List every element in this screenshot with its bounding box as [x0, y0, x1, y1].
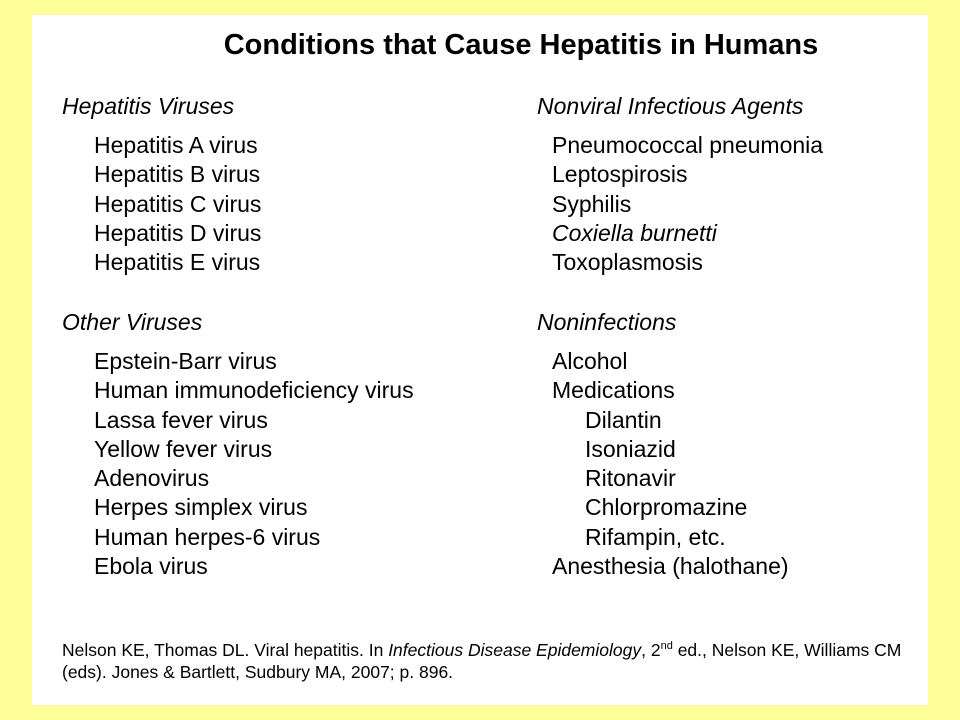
list-subitem: Ritonavir	[585, 465, 676, 492]
citation-text: , 2	[641, 640, 661, 660]
list-item: Hepatitis B virus	[94, 161, 261, 188]
list-item: Yellow fever virus	[94, 435, 273, 462]
list-item: Anesthesia (halothane)	[552, 553, 789, 580]
list-item: Adenovirus	[94, 465, 210, 492]
list-item: Lassa fever virus	[94, 406, 268, 433]
list-item: Hepatitis A virus	[94, 132, 258, 158]
citation-superscript: nd	[660, 640, 673, 652]
section-heading: Nonviral Infectious Agents	[537, 93, 804, 119]
list-item: Herpes simplex virus	[94, 494, 308, 521]
list-item: Alcohol	[552, 348, 628, 374]
citation	[62, 639, 912, 683]
section-other-viruses	[62, 306, 414, 581]
list-subitem: Isoniazid	[585, 435, 676, 462]
citation-text: Nelson KE, Thomas DL. Viral hepatitis. In	[62, 640, 389, 660]
list-item: Hepatitis C virus	[94, 190, 262, 217]
list-item: Toxoplasmosis	[552, 249, 703, 276]
list-item: Hepatitis E virus	[94, 249, 261, 276]
section-heading: Hepatitis Viruses	[62, 93, 235, 119]
list-item: Pneumococcal pneumonia	[552, 132, 824, 158]
list-item: Ebola virus	[94, 553, 208, 580]
list-subitem: Rifampin, etc.	[585, 523, 726, 550]
section-noninfections	[537, 306, 789, 581]
section-heading: Other Viruses	[62, 309, 203, 335]
list-item: Hepatitis D virus	[94, 219, 262, 246]
list-item: Leptospirosis	[552, 161, 688, 188]
list-item: Human herpes-6 virus	[94, 523, 321, 550]
list-subitem: Dilantin	[585, 406, 662, 433]
list-item: Medications	[552, 377, 675, 404]
section-nonviral-infectious-agents	[537, 90, 823, 277]
list-subitem: Chlorpromazine	[585, 494, 748, 521]
citation-book-title: Infectious Disease Epidemiology	[388, 640, 642, 660]
slide-title: Conditions that Cause Hepatitis in Humans	[223, 29, 819, 61]
citation-text: ed., Nelson KE, Williams CM (eds). Jones & Bartlett, Sudbury MA, 2007; p. 896.	[62, 640, 902, 682]
list-item: Human immunodeficiency virus	[94, 377, 414, 404]
list-item: Coxiella burnetti	[552, 219, 717, 246]
list-item: Epstein-Barr virus	[94, 348, 277, 374]
section-heading: Noninfections	[537, 309, 677, 335]
section-hepatitis-viruses	[62, 90, 261, 277]
list-item: Syphilis	[552, 190, 632, 217]
slide-panel	[32, 15, 928, 705]
